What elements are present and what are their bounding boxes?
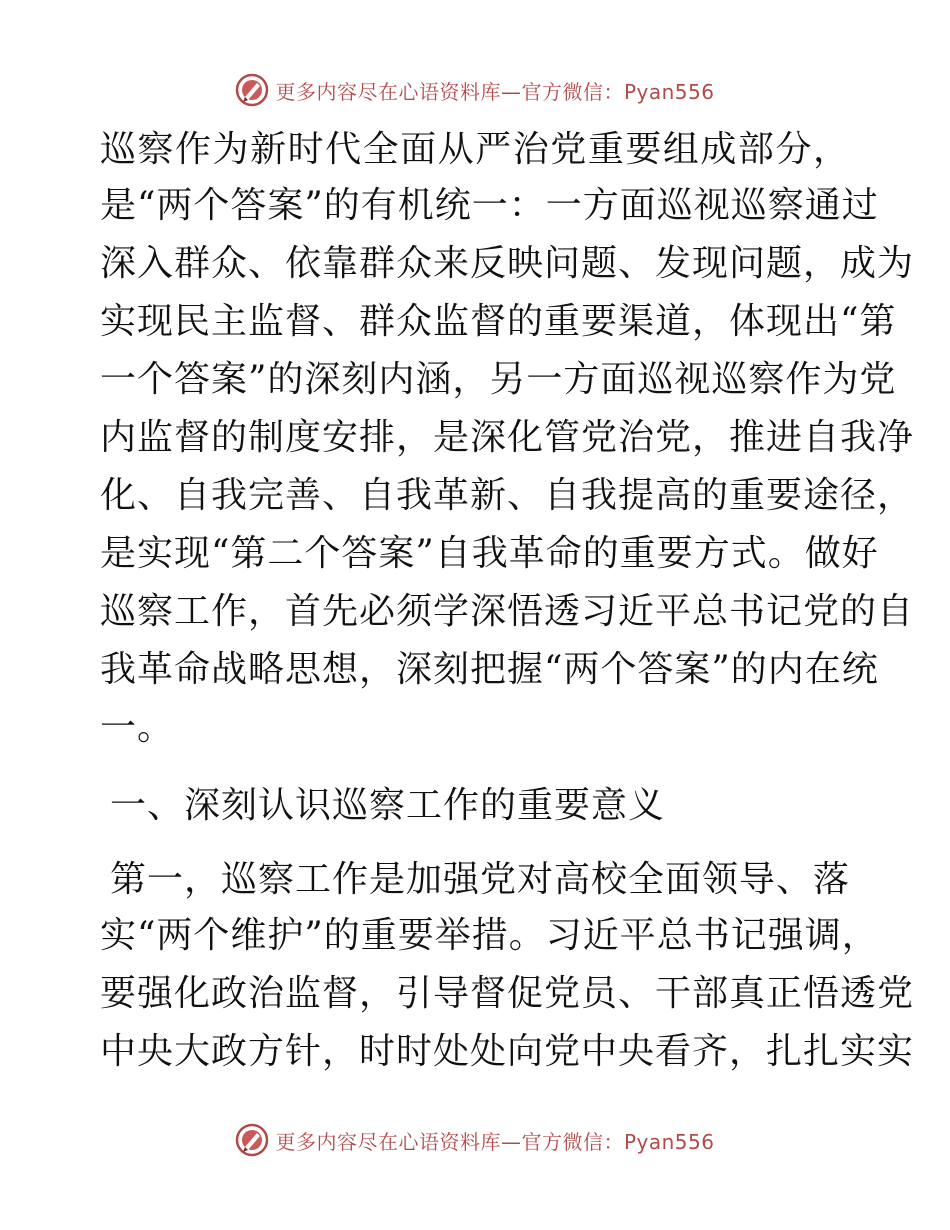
pen-logo-icon (235, 1123, 269, 1157)
footer-banner-text: 更多内容尽在心语资料库—官方微信：Pyan556 (275, 1129, 715, 1154)
header-banner-text: 更多内容尽在心语资料库—官方微信：Pyan556 (275, 79, 715, 104)
text-line: 实“两个维护”的重要举措。习近平总书记强调， (100, 915, 879, 956)
text-line: 第一，巡察工作是加强党对高校全面领导、落 (110, 859, 851, 900)
text-line: 实现民主监督、群众监督的重要渠道，体现出“第 (100, 301, 897, 342)
text-line: 一个答案”的深刻内涵，另一方面巡视巡察作为党 (100, 359, 897, 400)
text-line: 中央大政方针，时时处处向党中央看齐，扎扎实实 (100, 1031, 915, 1072)
text-line: 一。 (100, 707, 175, 748)
text-line: 深入群众、依靠群众来反映问题、发现问题，成为 (100, 243, 915, 284)
section-heading: 一、深刻认识巡察工作的重要意义 (110, 785, 666, 826)
footer-banner (0, 1120, 950, 1160)
pen-logo-icon (235, 73, 269, 107)
text-line: 我革命战略思想，深刻把握“两个答案”的内在统 (100, 649, 879, 690)
text-line: 是实现“第二个答案”自我革命的重要方式。做好 (100, 533, 879, 574)
text-line: 要强化政治监督，引导督促党员、干部真正悟透党 (100, 973, 915, 1014)
text-line: 内监督的制度安排，是深化管党治党，推进自我净 (100, 417, 915, 458)
text-line: 巡察工作，首先必须学深悟透习近平总书记党的自 (100, 591, 915, 632)
text-line: 化、自我完善、自我革新、自我提高的重要途径， (100, 475, 915, 516)
header-banner (0, 70, 950, 110)
text-line: 是“两个答案”的有机统一：一方面巡视巡察通过 (100, 185, 879, 226)
text-line: 巡察作为新时代全面从严治党重要组成部分， (100, 129, 850, 170)
